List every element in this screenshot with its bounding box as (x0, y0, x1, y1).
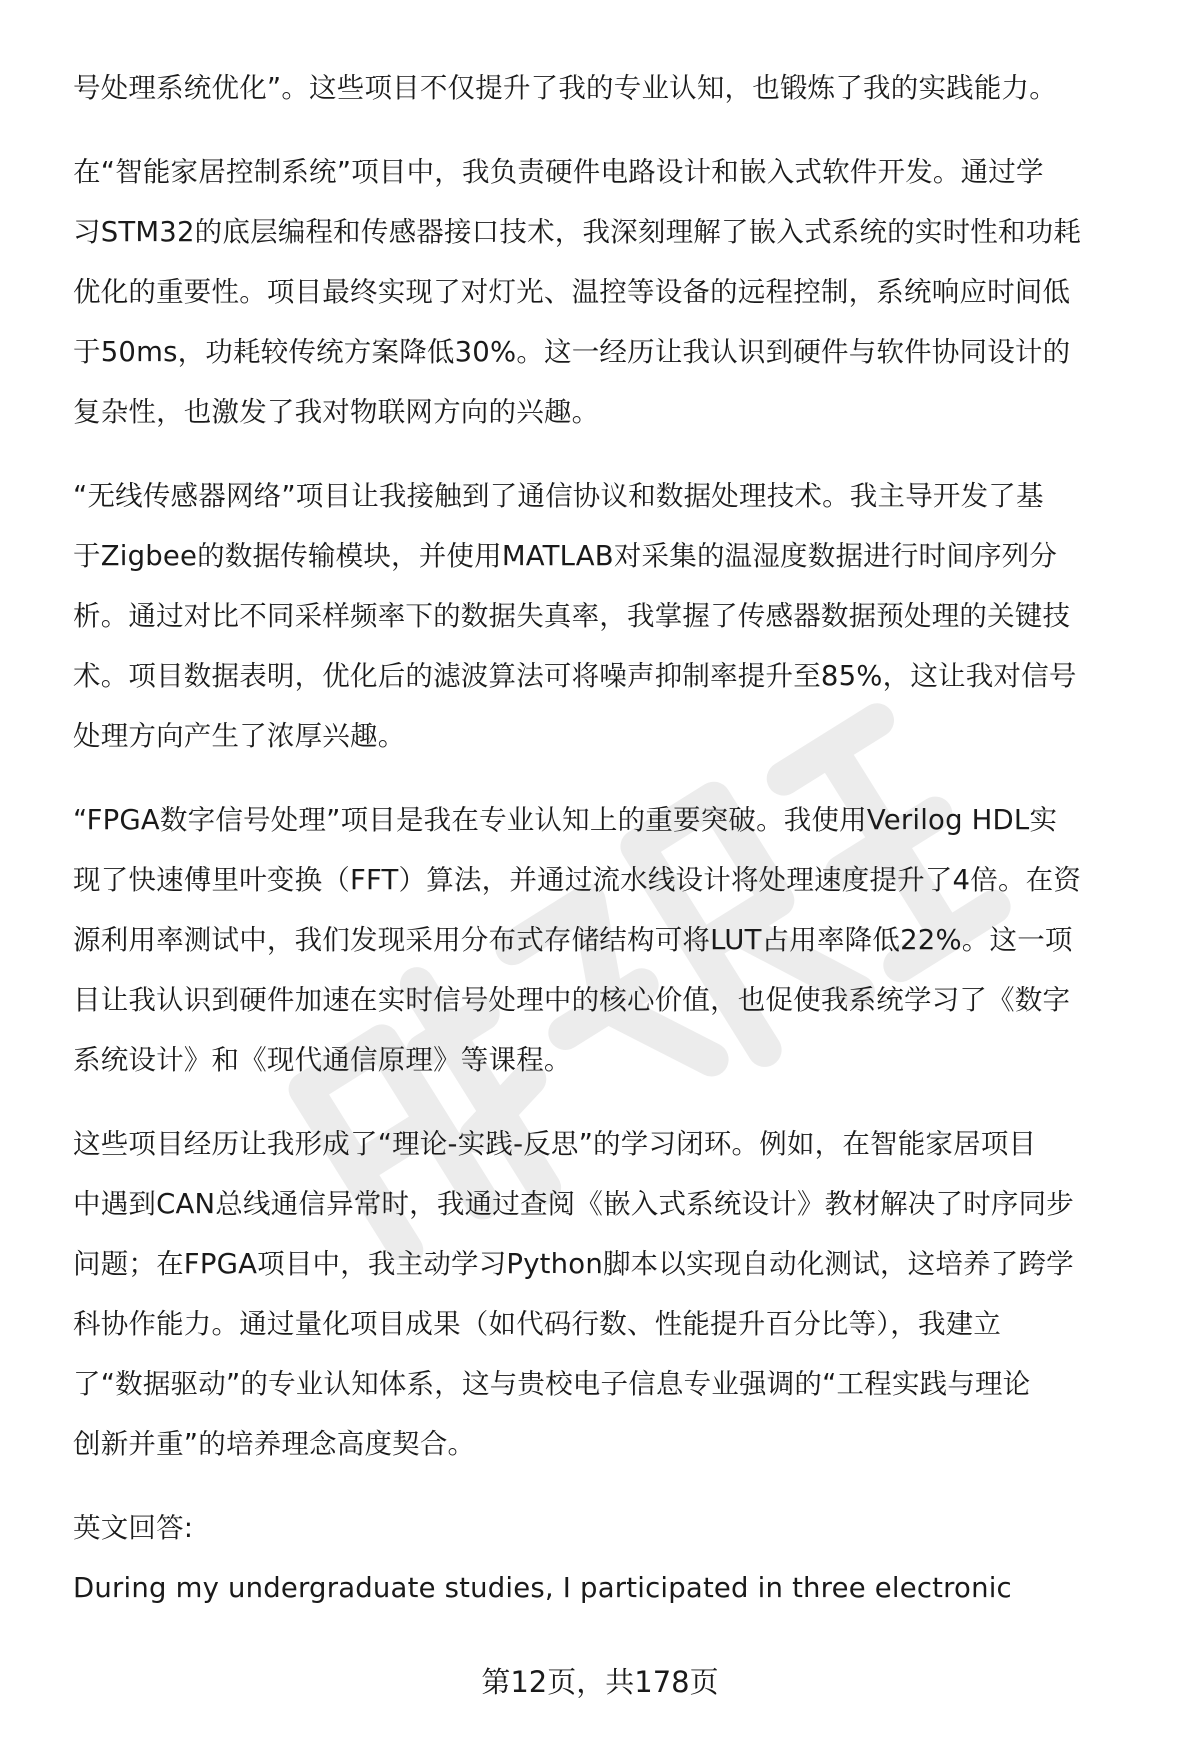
section-heading: 英文回答: (73, 1512, 194, 1544)
text-line: 术。项目数据表明，优化后的滤波算法可将噪声抑制率提升至85%，这让我对信号 (73, 660, 1077, 692)
text-line: 这些项目经历让我形成了“理论-实践-反思”的学习闭环。例如，在智能家居项目 (73, 1128, 1037, 1160)
text-line: 了“数据驱动”的专业认知体系，这与贵校电子信息专业强调的“工程实践与理论 (73, 1368, 1031, 1400)
text-line: 析。通过对比不同采样频率下的数据失真率，我掌握了传感器数据预处理的关键技 (73, 600, 1071, 632)
text-line: “FPGA数字信号处理”项目是我在专业认知上的重要突破。我使用Verilog HDL实 (73, 804, 1058, 836)
text-line: During my undergraduate studies, I participated in three electronic (73, 1572, 1012, 1604)
text-line: 创新并重”的培养理念高度契合。 (73, 1428, 476, 1460)
paragraph-learning-loop (73, 1114, 1153, 1474)
text-line: 号处理系统优化”。这些项目不仅提升了我的专业认知，也锻炼了我的实践能力。 (73, 72, 1057, 104)
paragraph-fpga (73, 790, 1153, 1090)
text-line: 在“智能家居控制系统”项目中，我负责硬件电路设计和嵌入式软件开发。通过学 (73, 156, 1044, 188)
text-line: 复杂性，也激发了我对物联网方向的兴趣。 (73, 396, 600, 428)
text-line: 系统设计》和《现代通信原理》等课程。 (73, 1044, 572, 1076)
paragraph-english-answer (73, 1498, 1153, 1618)
paragraph-smart-home (73, 142, 1153, 442)
text-line: 源利用率测试中，我们发现采用分布式存储结构可将LUT占用率降低22%。这一项 (73, 924, 1073, 956)
text-line: 科协作能力。通过量化项目成果（如代码行数、性能提升百分比等），我建立 (73, 1308, 1002, 1340)
text-line: “无线传感器网络”项目让我接触到了通信协议和数据处理技术。我主导开发了基 (73, 480, 1044, 512)
text-line: 中遇到CAN总线通信异常时，我通过查阅《嵌入式系统设计》教材解决了时序同步 (73, 1188, 1074, 1220)
paragraph-intro-end (73, 58, 1153, 118)
text-line: 于50ms，功耗较传统方案降低30%。这一经历让我认识到硬件与软件协同设计的 (73, 336, 1071, 368)
text-line: 现了快速傅里叶变换（FFT）算法，并通过流水线设计将处理速度提升了4倍。在资 (73, 864, 1082, 896)
text-line: 问题；在FPGA项目中，我主动学习Python脚本以实现自动化测试，这培养了跨学 (73, 1248, 1074, 1280)
text-line: 于Zigbee的数据传输模块，并使用MATLAB对采集的温湿度数据进行时间序列分 (73, 540, 1058, 572)
document-body (73, 58, 1153, 1618)
text-line: 处理方向产生了浓厚兴趣。 (73, 720, 406, 752)
text-line: 目让我认识到硬件加速在实时信号处理中的核心价值，也促使我系统学习了《数字 (73, 984, 1071, 1016)
page-number: 第12页，共178页 (481, 1665, 719, 1699)
text-line: 习STM32的底层编程和传感器接口技术，我深刻理解了嵌入式系统的实时性和功耗 (73, 216, 1082, 248)
text-line: 优化的重要性。项目最终实现了对灯光、温控等设备的远程控制，系统响应时间低 (73, 276, 1071, 308)
paragraph-wireless-sensor (73, 466, 1153, 766)
